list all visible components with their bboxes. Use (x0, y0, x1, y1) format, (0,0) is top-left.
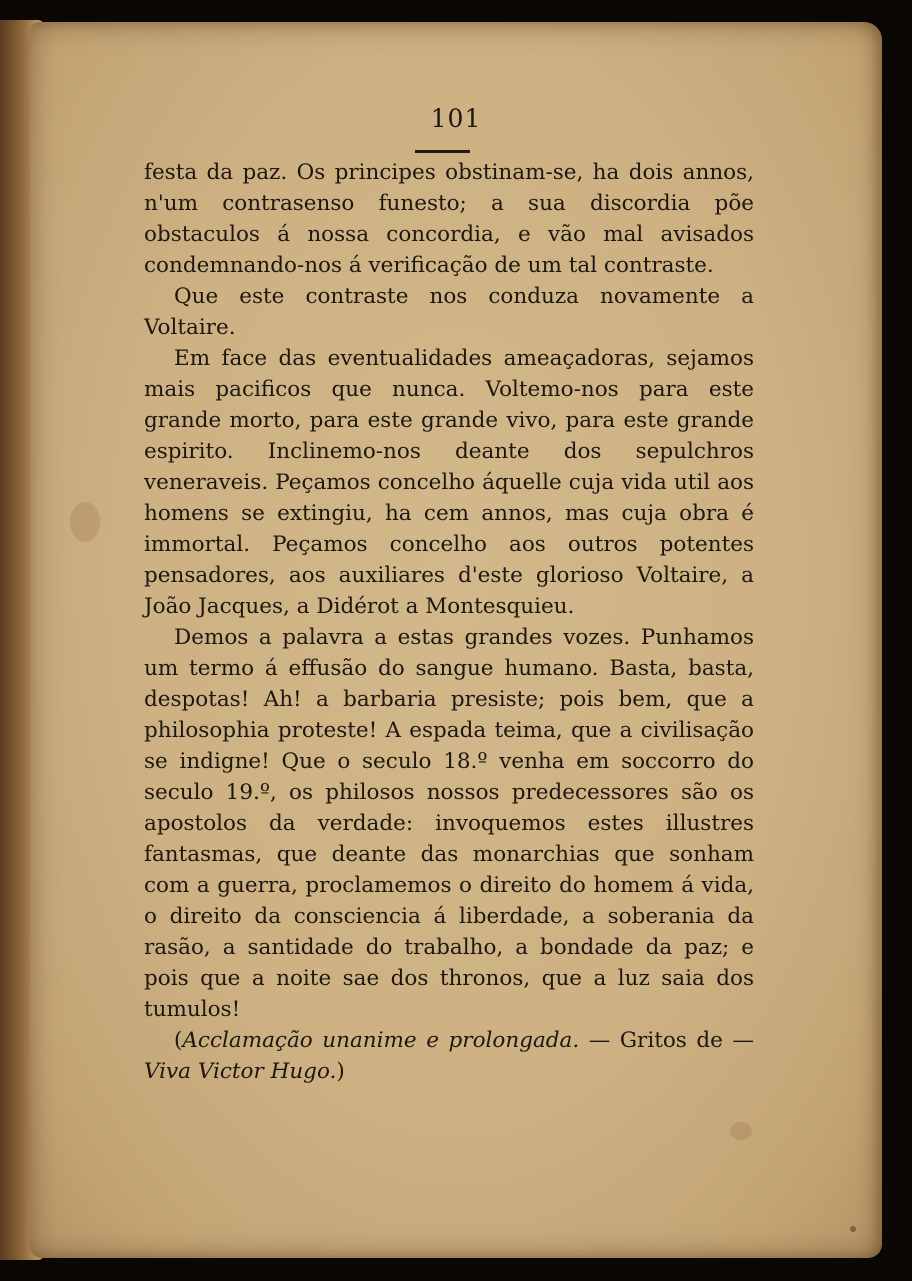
caption-middle: — Gritos de — (579, 1028, 754, 1053)
paper-stain (730, 1122, 752, 1140)
caption-open: ( (174, 1028, 183, 1053)
caption-italic-acclamation: Acclamação unanime e prolongada. (182, 1028, 580, 1053)
body-text (144, 157, 754, 1087)
paragraph-3: Em face das eventualidades ameaçadoras, sejamos mais pacificos que nunca. Voltemo-nos para este grande morto, para este grande vivo, para este grande espirito. Inclinemo-nos deante dos sepulchros veneraveis. Peçamos concelho áquelle cuja vida util aos homens se extingiu, ha cem annos, mas cuja obra é immortal. Peçamos concelho aos outros potentes pensadores, aos auxiliares d'este glorioso Voltaire, a João Jacques, a Didérot a Montesquieu. (144, 346, 754, 619)
corner-mark (850, 1226, 856, 1232)
caption-stage-direction (144, 1025, 754, 1087)
book-page (30, 22, 882, 1258)
caption-close: ) (336, 1059, 345, 1084)
page-number: 101 (430, 104, 482, 133)
paper-stain (70, 502, 100, 542)
caption-italic-viva: Viva Victor Hugo. (144, 1059, 337, 1084)
paragraph-2: Que este contraste nos conduza novamente a Voltaire. (144, 284, 754, 340)
header-rule (415, 150, 470, 153)
paragraph-4: Demos a palavra a estas grandes vozes. Punhamos um termo á effusão do sangue humano. Basta, basta, despotas! Ah! a barbaria presiste; pois bem, que a philosophia proteste! A espada teima, que a civilisação se indigne! Que o seculo 18.º venha em soccorro do seculo 19.º, os philosos nossos predecessores são os apostolos da verdade: invoquemos estes illustres fantasmas, que deante das monarchias que sonham com a guerra, proclamemos o direito do homem á vida, o direito da consciencia á liberdade, a soberania da rasão, a santidade do trabalho, a bondade da paz; e pois que a noite sae dos thronos, que a luz saia dos tumulos! (144, 625, 754, 1022)
paragraph-1: festa da paz. Os principes obstinam-se, ha dois annos, n'um contrasenso funesto; a sua discordia põe obstaculos á nossa concordia, e vão mal avisados condemnando-nos á verificação de um tal contraste. (144, 160, 754, 278)
